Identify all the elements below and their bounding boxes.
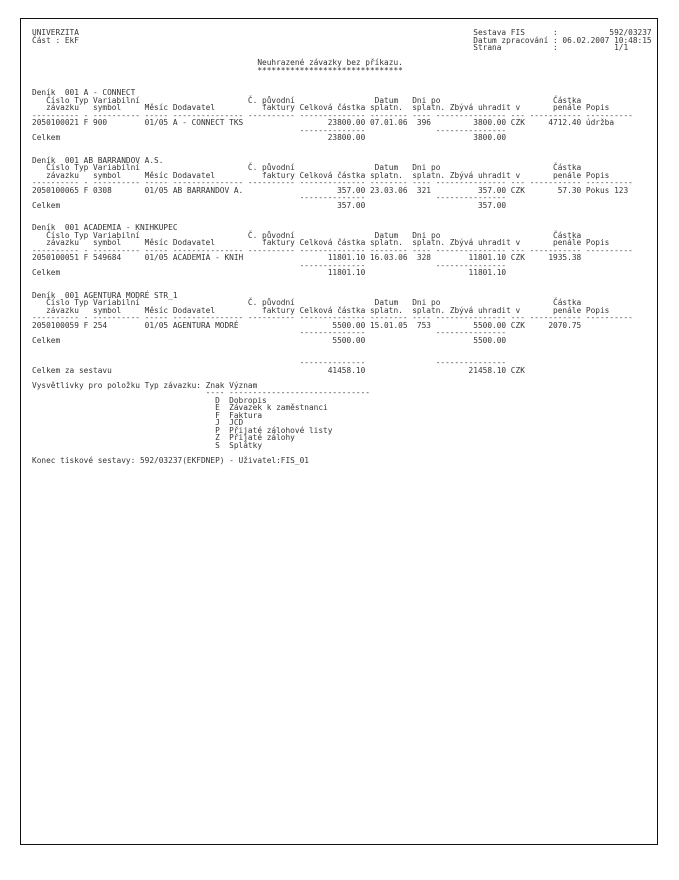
report-title-line: Neuhrazené závazky bez příkazu. (32, 58, 403, 67)
type-legend (32, 382, 657, 457)
legend-header-line: ---- ------------------------------ (32, 388, 370, 397)
report-title-line: ******************************* (32, 65, 403, 75)
report-meta-line: Část : EkF Datum zpracování : 06.02.2007 10:48:15 (32, 35, 652, 45)
ledger-section (32, 89, 657, 157)
table-header-line: závazku symbol Měsíc Dodavatel faktury Celková částka splatn. splatn. Zbývá uhradit v penále Popis (32, 103, 610, 112)
legend-item: S Splátky (32, 440, 263, 450)
table-header-line: Číslo Typ Variabilní Č. původní Datum Dni po Částka (32, 298, 582, 307)
table-row: 2050100059 F 254 01/05 AGENTURA MODRÉ 5500.00 15.01.05 753 5500.00 CZK 2070.75 (32, 320, 582, 330)
grand-total-line: Celkem za sestavu 41458.10 21458.10 CZK (32, 365, 525, 375)
section-total-row: Celkem 357.00 357.00 (32, 200, 507, 210)
legend-item: P Přijaté zálohové listy (32, 425, 333, 435)
subtotal-rule: -------------- --------------- (32, 193, 507, 202)
report-footer-line: Konec tiskové sestavy: 592/03237(EKFDNEP) - Uživatel:FIS_01 (32, 455, 309, 465)
section-heading: Deník 001 A - CONNECT (32, 88, 136, 97)
table-header-line: Číslo Typ Variabilní Č. původní Datum Dni po Částka (32, 95, 582, 105)
legend-item: Z Přijaté zálohy (32, 433, 295, 442)
section-heading: Deník 001 AGENTURA MODRÉ STR_1 (32, 290, 178, 300)
report-page (20, 18, 658, 845)
ledger-sections (32, 89, 657, 359)
ledger-section (32, 224, 657, 292)
table-row: 2050100021 F 900 01/05 A - CONNECT TKS 23800.00 07.01.06 396 3800.00 CZK 4712.40 údržba (32, 118, 615, 127)
legend-item: E Závazek k zaměstnanci (32, 403, 328, 412)
table-header-line: Číslo Typ Variabilní Č. původní Datum Dni po Částka (32, 230, 582, 240)
table-header-line: závazku symbol Měsíc Dodavatel faktury Celková částka splatn. splatn. Zbývá uhradit v penále Popis (32, 305, 610, 315)
legend-item: D Dobropis (32, 395, 267, 405)
legend-item: F Faktura (32, 410, 263, 420)
spacer-line (32, 277, 657, 285)
subtotal-rule: -------------- --------------- (32, 328, 507, 337)
section-heading: Deník 001 AB BARRANDOV A.S. (32, 155, 164, 165)
legend-header-line: Vysvětlivky pro položku Typ závazku: Znak Význam (32, 380, 258, 390)
table-header-line: závazku symbol Měsíc Dodavatel faktury Celková částka splatn. splatn. Zbývá uhradit v penále Popis (32, 170, 610, 180)
report-title (32, 59, 657, 89)
table-header-line: ---------- - ---------- ----- --------------- ---------- -------------- -------- ---- --------------- --- ----------- ---------- (32, 313, 633, 322)
table-header-line: ---------- - ---------- ----- --------------- ---------- -------------- -------- ---- --------------- --- ----------- ---------- (32, 178, 633, 187)
ledger-section (32, 292, 657, 360)
report-grand-total (32, 359, 657, 382)
table-header-line: Číslo Typ Variabilní Č. původní Datum Dni po Částka (32, 163, 582, 172)
spacer-line (32, 142, 657, 150)
spacer-line (32, 209, 657, 217)
table-row: 2050100065 F 0308 01/05 AB BARRANDOV A. 357.00 23.03.06 321 357.00 CZK 57.30 Pokus 123 (32, 185, 629, 195)
spacer-line (32, 344, 657, 352)
subtotal-rule: -------------- --------------- (32, 260, 507, 270)
table-row: 2050100051 F 549684 01/05 ACADEMIA - KNIH 11801.10 16.03.06 328 11801.10 CZK 1935.38 (32, 253, 582, 262)
legend-item: J JCD (32, 418, 244, 427)
section-total-row: Celkem 5500.00 5500.00 (32, 335, 507, 345)
report-title-line (32, 74, 657, 82)
subtotal-rule: -------------- --------------- (32, 125, 507, 135)
table-header-line: ---------- - ---------- ----- --------------- ---------- -------------- -------- ---- --------------- --- ----------- ---------- (32, 110, 633, 120)
ledger-section (32, 157, 657, 225)
grand-total-line: -------------- --------------- (32, 358, 507, 367)
report-meta-line: UNIVERZITA Sestava FIS : 592/03237 (32, 28, 652, 37)
table-header-line: ---------- - ---------- ----- --------------- ---------- -------------- -------- ---- --------------- --- ----------- ---------- (32, 245, 633, 255)
report-header (32, 29, 657, 59)
section-total-row: Celkem 11801.10 11801.10 (32, 268, 507, 277)
report-footer (32, 457, 657, 465)
table-header-line: závazku symbol Měsíc Dodavatel faktury Celková částka splatn. splatn. Zbývá uhradit v penále Popis (32, 238, 610, 247)
report-meta-line: Strana : 1/1 (32, 43, 629, 52)
section-total-row: Celkem 23800.00 3800.00 (32, 133, 507, 142)
section-heading: Deník 001 ACADEMIA - KNIHKUPEC (32, 223, 178, 232)
